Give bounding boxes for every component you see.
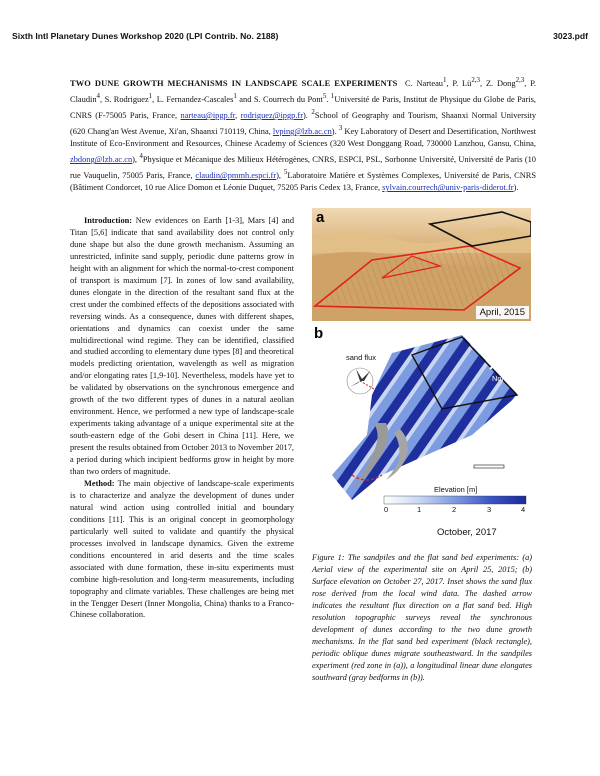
panel-b-label: b bbox=[314, 325, 324, 342]
north-label: North bbox=[492, 374, 511, 383]
elevation-map-panel bbox=[312, 325, 531, 515]
affiliation-text: ). bbox=[513, 183, 519, 193]
author-text: , L. Fernandez-Cascales bbox=[152, 94, 234, 104]
affil-sup: 2,3 bbox=[471, 76, 481, 84]
method-heading: Method: bbox=[84, 478, 115, 488]
affiliation-text: ), bbox=[276, 171, 284, 180]
affiliation-text: , bbox=[235, 110, 241, 120]
email-link[interactable]: sylvain.courrech@univ-paris-diderot.fr bbox=[382, 183, 514, 193]
aerial-photo-drawing bbox=[312, 208, 531, 321]
email-link[interactable]: rodriguez@ipgp.fr bbox=[240, 110, 303, 120]
affil-sup: 4 bbox=[139, 152, 143, 161]
scale-label: 30 m bbox=[478, 453, 495, 462]
author-text: and S. Courrech du Pont bbox=[236, 94, 323, 104]
affil-sup: 5 bbox=[322, 92, 327, 100]
author-text: , S. Rodriguez bbox=[100, 94, 149, 104]
scale-bar-icon bbox=[474, 465, 504, 468]
method-paragraph bbox=[70, 478, 294, 621]
affiliation-text: Laboratoire Matière et Systèmes Complexes, Université de Paris, CNRS (Bâtiment Condorcet, 10 rue Alice Domon et Léonie Duquet, 75205 Paris Cedex 13, France, bbox=[70, 171, 537, 193]
affil-sup: 5 bbox=[283, 168, 288, 177]
intro-text: New evidences on Earth [1-3], Mars [4] and Titan [5,6] indicate that sand availability does not control only dune shape but also the dune growth mechanism. Assuming an unrestricted, infinite sand supply, periodic dune patterns grow in height with an alignment for which the normal-to-crest component of transport is maximum [7]. In zones of low sand availability, dunes elongate in the direction of the resultant sand flux at the crest under the combined effects of the depositions associated with reversing winds. As a consequence, dunes with different shapes, orientations and dynamics can coexist under the same multidirectional wind regime. They can be identified, classified and studied according to elementary dune types [8] and theoretical models predicting orientation, wavelength as well as migration and/or elongating rates [1,9-10]. Nevertheless, models have yet to be validated by observations on the synchronous emergence and growth of the two different types of dunes in a natural aeolian environment. Hence, we performed a new type of landscape-scale experiments taking advantage of a unique experimental site at the south-eastern edge of the Gobi desert in China [11]. Here, we present the results obtained from October 2013 to November 2017, a period during which incipient bedforms grow in height by more than two orders of magnitude. bbox=[70, 216, 294, 477]
elevation-tick: 3 bbox=[487, 505, 492, 514]
affil-sup: 1 bbox=[330, 92, 335, 100]
paper-title: TWO DUNE GROWTH MECHANISMS IN LANDSCAPE SCALE EXPERIMENTS bbox=[70, 78, 398, 88]
affiliation-text: ), bbox=[132, 155, 140, 164]
elevation-colorbar bbox=[384, 496, 526, 504]
author-text: , Z. Dong bbox=[480, 78, 516, 88]
affil-sup: 1 bbox=[148, 92, 153, 100]
elevation-tick: 0 bbox=[384, 505, 389, 514]
intro-heading: Introduction: bbox=[84, 216, 133, 225]
figure-caption: Figure 1: The sandpiles and the flat sand bed experiments: (a) Aerial view of the experimental site on April 25, 2015; (b) Surface elevation on October 27, 2017. Inset shows the sand flux rose derived from the local wind data. The dashed arrow indicates the resultant flux direction on a flat sand bed. High resolution topographic surveys reveal the synchronous development of dunes according to the two dune growth mechanisms. In the flat sand bed experiment (black rectangle), periodic oblique dunes migrate southeastward. In the sandpiles experiment (red zone in (a)), a longitudinal linear dune elongates southward (gray bedforms in (b)). bbox=[312, 553, 532, 682]
affiliation-text: ). bbox=[303, 110, 312, 120]
affiliation-text: School of Geography and Tourism, Shaanxi Normal University (620 Chang'an West Avenue, Xi'an, Shaanxi 710119, China, bbox=[70, 110, 537, 136]
affil-sup: 2,3 bbox=[515, 76, 525, 84]
author-text: , P. Claudin bbox=[70, 78, 537, 104]
email-link[interactable]: claudin@pmmh.espci.fr bbox=[195, 171, 277, 180]
affil-sup: 1 bbox=[233, 92, 237, 100]
sand-flux-label: sand flux bbox=[346, 353, 377, 362]
elevation-map-drawing bbox=[312, 325, 531, 515]
aerial-photo-panel bbox=[312, 208, 531, 321]
email-link[interactable]: narteau@ipgp.fr bbox=[180, 110, 236, 120]
email-link[interactable]: lvping@lzb.ac.cn bbox=[272, 126, 332, 136]
running-header-left: Sixth Intl Planetary Dunes Workshop 2020 (LPI Contrib. No. 2188) bbox=[12, 31, 279, 41]
north-arrow-icon bbox=[490, 349, 511, 369]
author-text: . bbox=[326, 94, 331, 104]
affiliation-text: ). bbox=[331, 126, 339, 136]
affil-sup: 3 bbox=[338, 124, 343, 132]
figure-1 bbox=[312, 208, 531, 527]
author-text: C. Narteau bbox=[405, 78, 443, 88]
elevation-tick: 2 bbox=[452, 505, 457, 514]
running-header-right: 3023.pdf bbox=[553, 31, 588, 41]
author-text: , P. Lü bbox=[446, 78, 472, 88]
sand-flux-rose-icon bbox=[347, 368, 374, 394]
affil-sup: 2 bbox=[311, 108, 315, 116]
panel-a-label: a bbox=[316, 209, 325, 226]
elevation-title: Elevation [m] bbox=[434, 485, 478, 494]
left-column bbox=[70, 215, 294, 621]
affiliation-text: Key Laboratory of Desert and Desertification, Northwest Institute of Eco-Environment and Resources, Chinese Academy of Sciences (320 West Donggang Road, 730000 Lanzhou, Gansu, China, bbox=[70, 126, 536, 148]
email-link[interactable]: zbdong@lzb.ac.cn bbox=[70, 155, 133, 164]
elevation-tick: 1 bbox=[417, 505, 422, 514]
method-text: The main objective of landscape-scale experiments is to characterize and analyze the development of dunes under natural wind action using controlled initial and boundary conditions [11]. This is an original concept in geomorphology particularly well suited to validate and quantify the physical processes involved in landscape dynamics. Given the extreme conditions encountered in arid deserts and the time scales associated with dune formation, these in-situ experiments must combine high-resolution and long-term measurements, including topography and climate variables. These challenges are being met in the Tengger Desert (Inner Mongolia, China) thanks to a Franco-Chinese collaboration. bbox=[70, 478, 294, 620]
panel-a-date: April, 2015 bbox=[476, 306, 529, 319]
affiliation-text: Université de Paris, Institut de Physique du Globe de Paris, CNRS (F-75005 Paris, France, bbox=[70, 94, 536, 120]
title-block bbox=[70, 74, 536, 194]
affil-sup: 1 bbox=[442, 76, 447, 84]
affiliation-text: Physique et Mécanique des Milieux Hétérogènes, CNRS, ESPCI, PSL, Sorbonne Université, Université de Paris (10 rue Vauquelin, 75005 Paris, France, bbox=[70, 155, 536, 180]
elevation-tick: 4 bbox=[521, 505, 526, 514]
affil-sup: 4 bbox=[96, 92, 101, 100]
intro-paragraph bbox=[70, 215, 294, 478]
panel-b-date: October, 2017 bbox=[437, 527, 497, 538]
